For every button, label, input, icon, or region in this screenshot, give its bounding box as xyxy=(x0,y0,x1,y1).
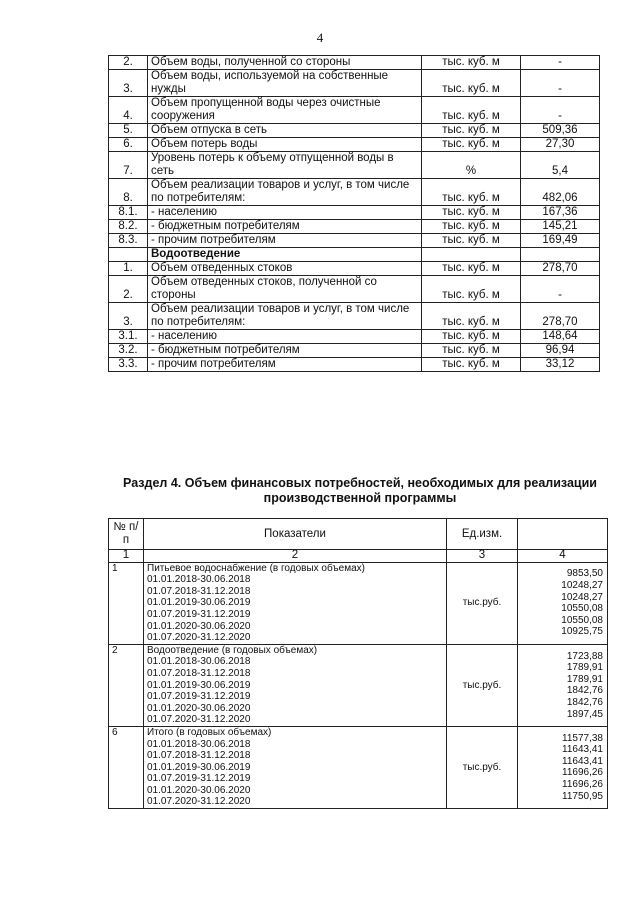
row-value: 509,36 xyxy=(521,124,600,138)
indicator-title: Итого (в годовых объемах) xyxy=(147,726,272,738)
row-number: 1. xyxy=(109,262,148,276)
row-value: 278,70 xyxy=(521,262,600,276)
row-number: 6 xyxy=(109,726,144,808)
table-row xyxy=(109,726,608,808)
table-row xyxy=(109,56,600,70)
row-name: Объем пропущенной воды через очистные сооружения xyxy=(148,97,422,124)
period-value: 1842,76 xyxy=(566,685,603,697)
period-value: 11696,26 xyxy=(562,779,603,791)
table-row xyxy=(109,206,600,220)
table-row xyxy=(109,276,600,303)
row-unit: % xyxy=(422,152,521,179)
row-number: 5. xyxy=(109,124,148,138)
row-value: 482,06 xyxy=(521,179,600,206)
row-number: 7. xyxy=(109,152,148,179)
row-value: - xyxy=(521,276,600,303)
row-name: - бюджетным потребителям xyxy=(148,344,422,358)
row-unit: тыс. куб. м xyxy=(422,124,521,138)
col-number: 3 xyxy=(447,550,518,563)
row-value: 145,21 xyxy=(521,220,600,234)
row-indicator xyxy=(144,644,447,726)
header-value xyxy=(518,519,608,550)
row-unit: тыс.руб. xyxy=(447,726,518,808)
header-unit: Ед.изм. xyxy=(447,519,518,550)
row-indicator xyxy=(144,726,447,808)
col-number: 4 xyxy=(518,550,608,563)
row-value: 96,94 xyxy=(521,344,600,358)
period-label: 01.07.2018-31.12.2018 xyxy=(147,667,251,679)
row-name: - населению xyxy=(148,206,422,220)
table-header-row xyxy=(109,519,608,550)
row-unit: тыс. куб. м xyxy=(422,179,521,206)
row-name: Объем отведенных стоков xyxy=(148,262,422,276)
row-number: 3.1. xyxy=(109,330,148,344)
row-value: - xyxy=(521,70,600,97)
col-number: 1 xyxy=(109,550,144,563)
row-unit: тыс.руб. xyxy=(447,644,518,726)
period-label: 01.01.2019-30.06.2019 xyxy=(147,761,251,773)
row-indicator xyxy=(144,562,447,644)
row-value: 5,4 xyxy=(521,152,600,179)
row-unit: тыс. куб. м xyxy=(422,303,521,330)
row-unit: тыс. куб. м xyxy=(422,138,521,152)
period-value: 11643,41 xyxy=(562,744,603,756)
production-indicators-table xyxy=(108,55,600,372)
row-value: 278,70 xyxy=(521,303,600,330)
row-unit: тыс. куб. м xyxy=(422,358,521,372)
row-name: Объем воды, используемой на собственные нужды xyxy=(148,70,422,97)
section-header-row xyxy=(109,248,600,262)
period-label: 01.07.2020-31.12.2020 xyxy=(147,632,251,644)
row-unit: тыс. куб. м xyxy=(422,220,521,234)
indicator-title: Водоотведение (в годовых объемах) xyxy=(147,644,318,656)
table-row xyxy=(109,262,600,276)
row-unit: тыс. куб. м xyxy=(422,234,521,248)
row-value xyxy=(521,248,600,262)
row-number: 2 xyxy=(109,644,144,726)
row-number: 3.2. xyxy=(109,344,148,358)
period-label: 01.01.2019-30.06.2019 xyxy=(147,597,251,609)
row-values xyxy=(518,644,608,726)
row-name: - прочим потребителям xyxy=(148,234,422,248)
period-label: 01.07.2019-31.12.2019 xyxy=(147,691,251,703)
column-numbers-row xyxy=(109,550,608,563)
row-name: - бюджетным потребителям xyxy=(148,220,422,234)
row-values xyxy=(518,726,608,808)
period-value: 11696,26 xyxy=(562,767,603,779)
row-number: 8.1. xyxy=(109,206,148,220)
period-value: 1897,45 xyxy=(566,708,603,720)
period-label: 01.01.2018-30.06.2018 xyxy=(147,574,251,586)
row-value: 148,64 xyxy=(521,330,600,344)
row-number: 6. xyxy=(109,138,148,152)
row-value: - xyxy=(521,56,600,70)
row-number: 4. xyxy=(109,97,148,124)
row-name: Объем потерь воды xyxy=(148,138,422,152)
row-value: 169,49 xyxy=(521,234,600,248)
row-number: 3. xyxy=(109,70,148,97)
period-label: 01.07.2020-31.12.2020 xyxy=(147,714,251,726)
period-label: 01.01.2018-30.06.2018 xyxy=(147,738,251,750)
financial-needs-table xyxy=(108,518,608,809)
period-value: 10550,08 xyxy=(561,603,603,615)
row-name: - населению xyxy=(148,330,422,344)
table-row xyxy=(109,124,600,138)
period-label: 01.07.2018-31.12.2018 xyxy=(147,585,251,597)
table-row xyxy=(109,303,600,330)
header-name: Показатели xyxy=(144,519,447,550)
table-row xyxy=(109,344,600,358)
row-number: 8. xyxy=(109,179,148,206)
period-label: 01.07.2020-31.12.2020 xyxy=(147,796,251,808)
period-label: 01.07.2019-31.12.2019 xyxy=(147,773,251,785)
row-unit: тыс. куб. м xyxy=(422,70,521,97)
table-row xyxy=(109,234,600,248)
period-value: 10550,08 xyxy=(561,614,603,626)
col-number: 2 xyxy=(144,550,447,563)
row-name: Объем реализации товаров и услуг, в том числе по потребителям: xyxy=(148,179,422,206)
table-row xyxy=(109,138,600,152)
period-label: 01.01.2020-30.06.2020 xyxy=(147,620,251,632)
row-unit: тыс. куб. м xyxy=(422,276,521,303)
period-label: 01.07.2018-31.12.2018 xyxy=(147,750,251,762)
row-values xyxy=(518,562,608,644)
row-value: - xyxy=(521,97,600,124)
period-value: 11643,41 xyxy=(562,755,603,767)
row-value: 33,12 xyxy=(521,358,600,372)
row-number: 2. xyxy=(109,56,148,70)
row-name: Водоотведение xyxy=(148,248,422,262)
page-number: 4 xyxy=(316,30,324,45)
row-name: Объем отпуска в сеть xyxy=(148,124,422,138)
row-number: 2. xyxy=(109,276,148,303)
period-label: 01.07.2019-31.12.2019 xyxy=(147,608,251,620)
row-unit: тыс.руб. xyxy=(447,562,518,644)
table-row xyxy=(109,70,600,97)
row-unit: тыс. куб. м xyxy=(422,97,521,124)
row-value: 167,36 xyxy=(521,206,600,220)
period-value: 9853,50 xyxy=(566,568,603,580)
period-label: 01.01.2020-30.06.2020 xyxy=(147,702,251,714)
row-number: 3. xyxy=(109,303,148,330)
period-label: 01.01.2019-30.06.2019 xyxy=(147,679,251,691)
table-row xyxy=(109,358,600,372)
row-number: 1 xyxy=(109,562,144,644)
period-value: 10248,27 xyxy=(561,591,603,603)
period-value: 1842,76 xyxy=(566,696,603,708)
row-number: 8.3. xyxy=(109,234,148,248)
table-row xyxy=(109,152,600,179)
row-unit: тыс. куб. м xyxy=(422,56,521,70)
row-name: - прочим потребителям xyxy=(148,358,422,372)
period-label: 01.01.2018-30.06.2018 xyxy=(147,656,251,668)
period-label: 01.01.2020-30.06.2020 xyxy=(147,784,251,796)
period-value: 1789,91 xyxy=(566,662,603,674)
table-row xyxy=(109,220,600,234)
table-row xyxy=(109,179,600,206)
section-4-title: Раздел 4. Объем финансовых потребностей, необходимых для реализации производственной программы xyxy=(123,476,597,505)
row-name: Объем отведенных стоков, полученной со стороны xyxy=(148,276,422,303)
table-row xyxy=(109,97,600,124)
row-number: 8.2. xyxy=(109,220,148,234)
row-unit: тыс. куб. м xyxy=(422,262,521,276)
period-value: 1723,88 xyxy=(566,650,603,662)
row-unit xyxy=(422,248,521,262)
header-num: № п/п xyxy=(109,519,144,550)
period-value: 10925,75 xyxy=(561,626,603,638)
row-unit: тыс. куб. м xyxy=(422,330,521,344)
indicator-title: Питьевое водоснабжение (в годовых объемах) xyxy=(147,562,365,574)
period-value: 1789,91 xyxy=(566,673,603,685)
period-value: 11577,38 xyxy=(562,732,603,744)
table-row xyxy=(109,644,608,726)
row-name: Объем реализации товаров и услуг, в том числе по потребителям: xyxy=(148,303,422,330)
row-value: 27,30 xyxy=(521,138,600,152)
table-row xyxy=(109,562,608,644)
row-number: 3.3. xyxy=(109,358,148,372)
row-name: Объем воды, полученной со стороны xyxy=(148,56,422,70)
table-row xyxy=(109,330,600,344)
period-value: 10248,27 xyxy=(561,579,603,591)
period-value: 11750,95 xyxy=(562,790,603,802)
row-number xyxy=(109,248,148,262)
row-unit: тыс. куб. м xyxy=(422,344,521,358)
row-unit: тыс. куб. м xyxy=(422,206,521,220)
row-name: Уровень потерь к объему отпущенной воды в сеть xyxy=(148,152,422,179)
